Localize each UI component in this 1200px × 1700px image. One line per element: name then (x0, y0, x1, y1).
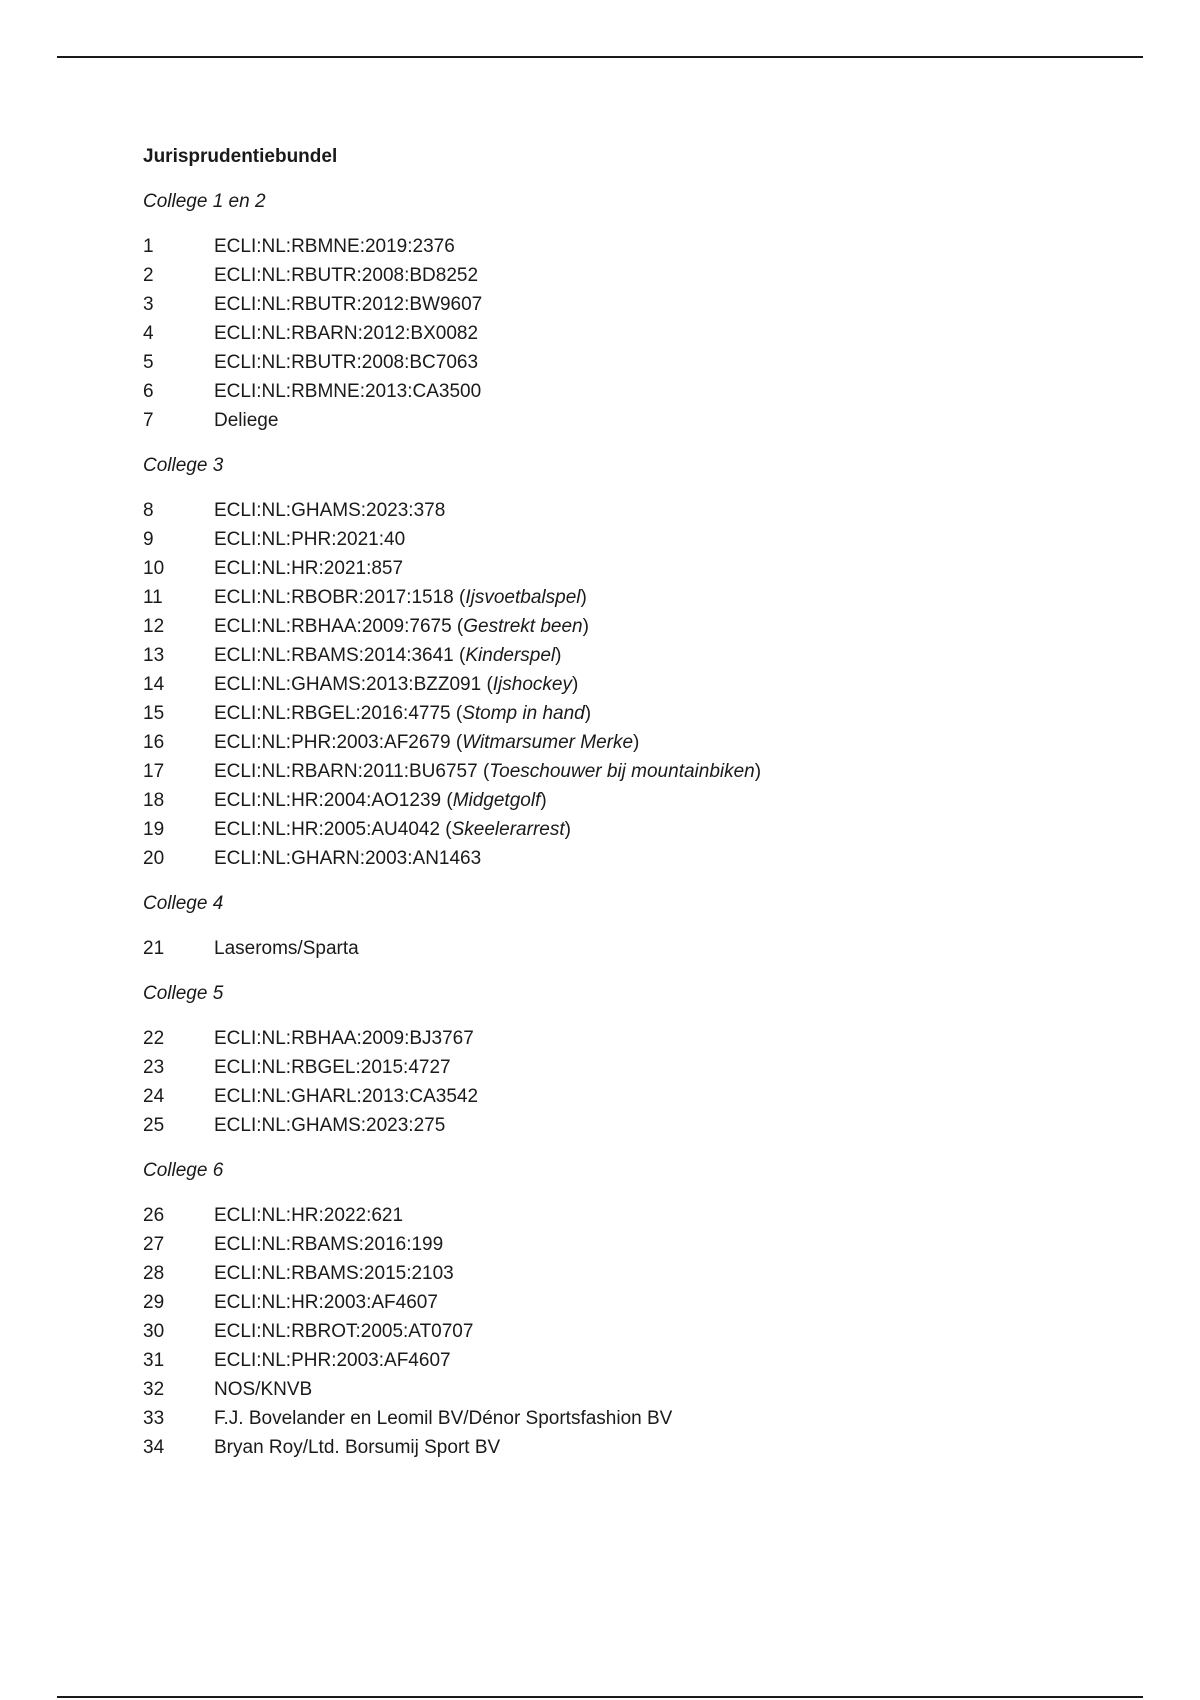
case-name: Toeschouwer bij mountainbiken (489, 761, 755, 782)
list-item (143, 1346, 1143, 1375)
case-list (143, 1024, 1143, 1140)
item-text (214, 525, 405, 554)
case-citation: Laseroms/Sparta (214, 938, 359, 959)
case-name: Skeelerarrest (451, 819, 565, 840)
item-number: 32 (143, 1379, 165, 1400)
case-citation: ECLI:NL:RBHAA:2009:BJ3767 (214, 1028, 474, 1049)
case-name: Witmarsumer Merke (462, 732, 634, 753)
item-number: 22 (143, 1028, 165, 1049)
item-number: 2 (143, 265, 154, 286)
case-citation: ECLI:NL:PHR:2003:AF2679 (214, 732, 451, 753)
item-number: 29 (143, 1292, 165, 1313)
item-number: 21 (143, 938, 165, 959)
item-text (214, 261, 478, 290)
case-citation: ECLI:NL:RBARN:2012:BX0082 (214, 323, 479, 344)
case-citation: ECLI:NL:GHAMS:2023:378 (214, 500, 446, 521)
item-text (214, 554, 403, 583)
item-text (214, 1230, 443, 1259)
case-citation: ECLI:NL:PHR:2003:AF4607 (214, 1350, 451, 1371)
item-text (214, 1111, 445, 1140)
header-rule (57, 56, 1143, 58)
item-text: ECLI:NL:HR:2005:AU4042 (Skeelerarrest) (214, 819, 571, 840)
case-name: Stomp in hand (462, 703, 585, 724)
case-citation: ECLI:NL:RBGEL:2016:4775 (214, 703, 451, 724)
item-text (214, 1288, 438, 1317)
item-number: 26 (143, 1205, 165, 1226)
item-number: 31 (143, 1350, 165, 1371)
item-text (214, 406, 278, 435)
item-number: 6 (143, 381, 154, 402)
item-number: 14 (143, 674, 165, 695)
item-text (214, 232, 455, 261)
item-text (214, 1259, 454, 1288)
item-number: 20 (143, 848, 165, 869)
case-name: Kinderspel (465, 645, 556, 666)
item-number: 17 (143, 761, 165, 782)
document-title: Jurisprudentiebundel (143, 146, 338, 167)
list-item (143, 1024, 1143, 1053)
section (143, 451, 1143, 873)
case-list (143, 496, 1143, 873)
item-number: 9 (143, 529, 154, 550)
list-item (143, 319, 1143, 348)
case-citation: ECLI:NL:PHR:2021:40 (214, 529, 406, 550)
list-item (143, 1259, 1143, 1288)
list-item (143, 699, 1143, 728)
sections-container (143, 187, 1143, 1462)
item-number: 23 (143, 1057, 165, 1078)
case-list (143, 232, 1143, 435)
item-number: 30 (143, 1321, 165, 1342)
list-item (143, 377, 1143, 406)
list-item (143, 1288, 1143, 1317)
case-citation: Deliege (214, 410, 279, 431)
item-number: 27 (143, 1234, 165, 1255)
case-name: Ijshockey (492, 674, 572, 695)
list-item (143, 641, 1143, 670)
item-text (214, 1082, 478, 1111)
item-number: 25 (143, 1115, 165, 1136)
case-citation: ECLI:NL:GHAMS:2013:BZZ091 (214, 674, 482, 695)
item-text: ECLI:NL:HR:2004:AO1239 (Midgetgolf) (214, 790, 547, 811)
item-number: 12 (143, 616, 165, 637)
item-number: 18 (143, 790, 165, 811)
list-item (143, 1317, 1143, 1346)
list-item (143, 232, 1143, 261)
case-citation: ECLI:NL:GHARL:2013:CA3542 (214, 1086, 479, 1107)
item-text: ECLI:NL:RBOBR:2017:1518 (Ijsvoetbalspel) (214, 587, 587, 608)
list-item (143, 261, 1143, 290)
case-citation: ECLI:NL:GHARN:2003:AN1463 (214, 848, 482, 869)
case-citation: ECLI:NL:HR:2003:AF4607 (214, 1292, 438, 1313)
list-item (143, 554, 1143, 583)
item-number: 19 (143, 819, 165, 840)
case-list (143, 1201, 1143, 1462)
case-citation: ECLI:NL:RBMNE:2013:CA3500 (214, 381, 482, 402)
item-text (214, 1317, 473, 1346)
list-item (143, 496, 1143, 525)
item-text: ECLI:NL:RBAMS:2014:3641 (Kinderspel) (214, 645, 562, 666)
case-citation: ECLI:NL:RBUTR:2012:BW9607 (214, 294, 483, 315)
case-name: Ijsvoetbalspel (465, 587, 581, 608)
item-text: ECLI:NL:RBARN:2011:BU6757 (Toeschouwer bij mountainbiken) (214, 761, 762, 782)
case-citation: ECLI:NL:RBMNE:2019:2376 (214, 236, 455, 257)
list-item (143, 1082, 1143, 1111)
item-text (214, 348, 478, 377)
case-citation: ECLI:NL:HR:2004:AO1239 (214, 790, 442, 811)
list-item (143, 1111, 1143, 1140)
item-number: 16 (143, 732, 165, 753)
list-item (143, 348, 1143, 377)
case-citation: ECLI:NL:RBAMS:2015:2103 (214, 1263, 454, 1284)
list-item (143, 757, 1143, 786)
item-text (214, 1024, 474, 1053)
item-text (214, 1053, 451, 1082)
case-name: Midgetgolf (452, 790, 541, 811)
list-item (143, 1230, 1143, 1259)
item-number: 1 (143, 236, 154, 257)
case-citation: ECLI:NL:RBUTR:2008:BC7063 (214, 352, 479, 373)
item-number: 11 (143, 587, 163, 608)
section (143, 889, 1143, 963)
item-text: ECLI:NL:PHR:2003:AF2679 (Witmarsumer Merke) (214, 732, 640, 753)
item-number: 28 (143, 1263, 165, 1284)
section (143, 187, 1143, 435)
list-item (143, 1433, 1143, 1462)
item-text (214, 934, 359, 963)
item-text (214, 1433, 500, 1462)
list-item (143, 815, 1143, 844)
case-citation: ECLI:NL:RBOBR:2017:1518 (214, 587, 454, 608)
item-text: ECLI:NL:RBGEL:2016:4775 (Stomp in hand) (214, 703, 592, 724)
item-number: 5 (143, 352, 154, 373)
case-citation: ECLI:NL:RBARN:2011:BU6757 (214, 761, 478, 782)
case-citation: Bryan Roy/Ltd. Borsumij Sport BV (214, 1437, 501, 1458)
list-item (143, 583, 1143, 612)
section-title: College 5 (143, 983, 224, 1004)
list-item (143, 728, 1143, 757)
item-number: 15 (143, 703, 165, 724)
item-number: 34 (143, 1437, 165, 1458)
list-item (143, 1375, 1143, 1404)
item-text (214, 496, 445, 525)
item-number: 7 (143, 410, 154, 431)
list-item (143, 406, 1143, 435)
item-number: 13 (143, 645, 165, 666)
list-item (143, 290, 1143, 319)
list-item (143, 934, 1143, 963)
item-text: ECLI:NL:RBHAA:2009:7675 (Gestrekt been) (214, 616, 589, 637)
case-citation: ECLI:NL:RBUTR:2008:BD8252 (214, 265, 479, 286)
item-text (214, 1346, 451, 1375)
section-title: College 1 en 2 (143, 191, 266, 212)
list-item (143, 1201, 1143, 1230)
item-text (214, 1201, 403, 1230)
section-title: College 4 (143, 893, 224, 914)
section-title: College 6 (143, 1160, 224, 1181)
item-number: 24 (143, 1086, 165, 1107)
case-citation: ECLI:NL:HR:2021:857 (214, 558, 404, 579)
item-text: ECLI:NL:GHAMS:2013:BZZ091 (Ijshockey) (214, 674, 579, 695)
case-name: Gestrekt been (463, 616, 583, 637)
case-citation: ECLI:NL:RBAMS:2014:3641 (214, 645, 454, 666)
item-number: 4 (143, 323, 154, 344)
item-number: 8 (143, 500, 154, 521)
case-citation: ECLI:NL:RBGEL:2015:4727 (214, 1057, 451, 1078)
section-title: College 3 (143, 455, 224, 476)
item-number: 3 (143, 294, 154, 315)
item-text (214, 1404, 672, 1433)
footer-rule (57, 1696, 1143, 1698)
case-citation: ECLI:NL:RBAMS:2016:199 (214, 1234, 444, 1255)
document-body (143, 142, 1143, 1478)
list-item (143, 1404, 1143, 1433)
case-citation: NOS/KNVB (214, 1379, 313, 1400)
case-citation: ECLI:NL:RBHAA:2009:7675 (214, 616, 452, 637)
item-text (214, 1375, 312, 1404)
list-item (143, 612, 1143, 641)
list-item (143, 844, 1143, 873)
item-text (214, 319, 478, 348)
section (143, 1156, 1143, 1462)
list-item (143, 525, 1143, 554)
list-item (143, 1053, 1143, 1082)
case-citation: ECLI:NL:HR:2005:AU4042 (214, 819, 441, 840)
list-item (143, 786, 1143, 815)
item-number: 10 (143, 558, 165, 579)
item-number: 33 (143, 1408, 165, 1429)
case-citation: ECLI:NL:GHAMS:2023:275 (214, 1115, 446, 1136)
item-text (214, 377, 481, 406)
section (143, 979, 1143, 1140)
case-citation: ECLI:NL:RBROT:2005:AT0707 (214, 1321, 474, 1342)
item-text (214, 844, 481, 873)
item-text (214, 290, 482, 319)
case-list (143, 934, 1143, 963)
case-citation: ECLI:NL:HR:2022:621 (214, 1205, 404, 1226)
case-citation: F.J. Bovelander en Leomil BV/Dénor Sportsfashion BV (214, 1408, 673, 1429)
list-item (143, 670, 1143, 699)
